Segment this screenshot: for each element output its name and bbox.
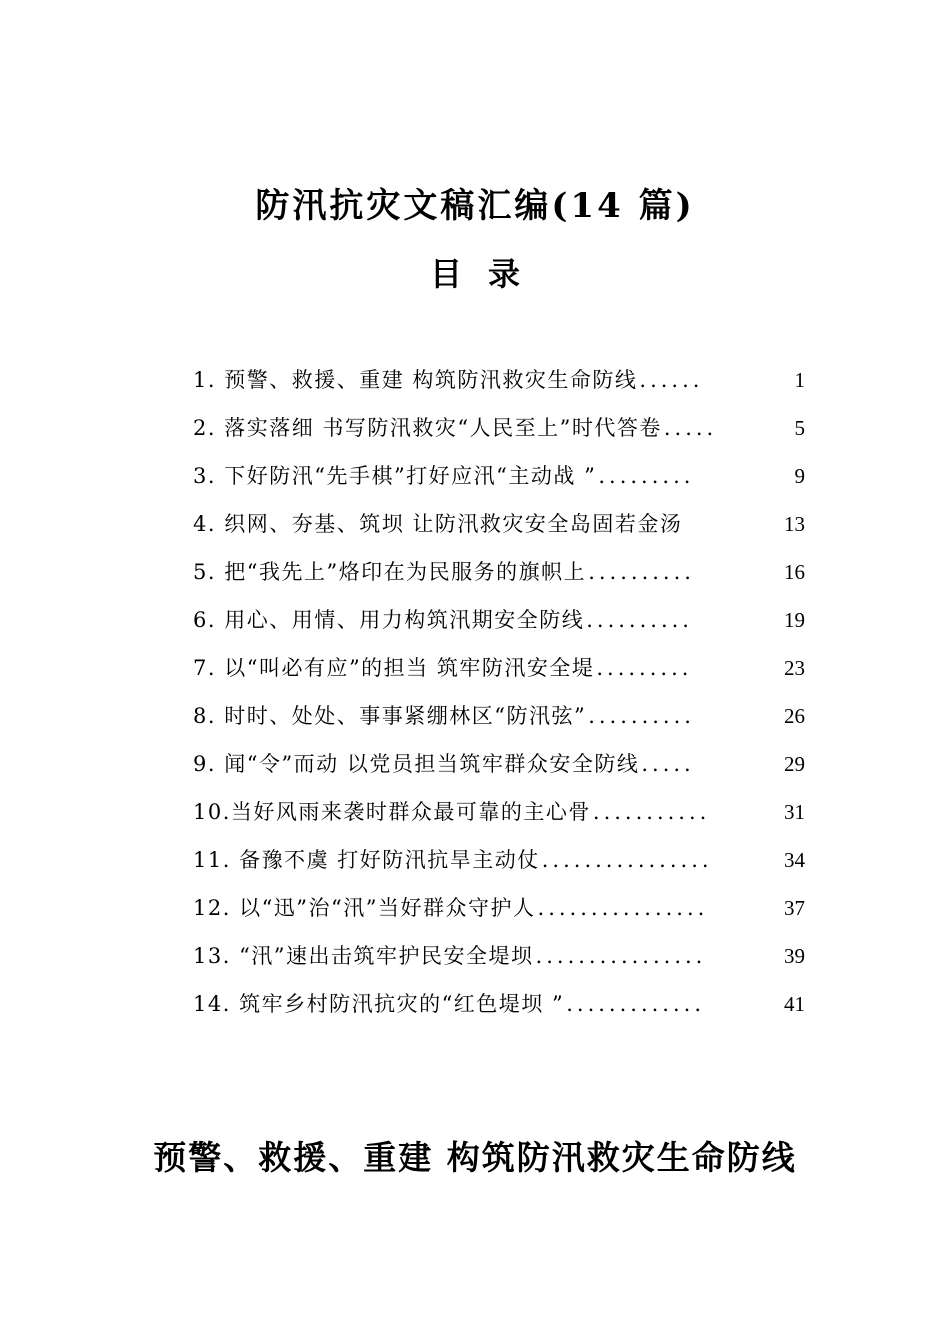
toc-item-page: 23	[784, 656, 805, 680]
toc-item-title: 7. 以“叫必有应”的担当 筑牢防汛安全堤	[193, 656, 595, 680]
toc-heading: 目录	[429, 255, 546, 293]
toc-item-page: 16	[784, 560, 805, 584]
toc-item-title: 11. 备豫不虞 打好防汛抗旱主动仗	[193, 848, 540, 872]
toc-item[interactable]	[193, 452, 805, 500]
toc-item-leader: ................	[541, 848, 713, 872]
toc-item-title: 4. 织网、夯基、筑坝 让防汛救灾安全岛固若金汤	[193, 512, 683, 536]
toc-item[interactable]	[193, 788, 805, 836]
toc-item-title: 9. 闻“令”而动 以党员担当筑牢群众安全防线	[193, 752, 640, 776]
toc-item[interactable]	[193, 644, 805, 692]
toc-item-leader: .........	[596, 656, 693, 680]
toc-item-page: 5	[794, 416, 805, 440]
toc-item-page: 31	[784, 800, 805, 824]
toc-item[interactable]	[193, 692, 805, 740]
toc-item-title: 13. “汛”速出击筑牢护民安全堤坝	[193, 944, 534, 968]
toc-item-leader: ..........	[588, 704, 695, 728]
toc-item-page: 29	[784, 752, 805, 776]
toc-item[interactable]	[193, 884, 805, 932]
toc-item[interactable]	[193, 980, 805, 1028]
toc-item-title: 2. 落实落细 书写防汛救灾“人民至上”时代答卷	[193, 416, 662, 440]
toc-item-page: 41	[784, 992, 805, 1016]
toc-item[interactable]	[193, 740, 805, 788]
toc-item[interactable]	[193, 596, 805, 644]
toc-item-leader: .........	[598, 464, 695, 488]
toc-item-leader: ......	[639, 368, 704, 392]
toc-item-leader: .....	[641, 752, 695, 776]
toc-item-title: 10.当好风雨来袭时群众最可靠的主心骨	[193, 800, 591, 824]
toc-item[interactable]	[193, 404, 805, 452]
toc-item-leader: ..........	[586, 608, 693, 632]
toc-item[interactable]	[193, 548, 805, 596]
toc-item-leader: .....	[663, 416, 718, 440]
toc-item-title: 6. 用心、用情、用力构筑汛期安全防线	[193, 608, 585, 632]
toc-item-title: 1. 预警、救援、重建 构筑防汛救灾生命防线	[193, 368, 638, 392]
toc-item-leader: ..........	[588, 560, 695, 584]
toc-item-leader: .............	[566, 992, 705, 1016]
table-of-contents	[193, 356, 805, 1028]
toc-item-page: 26	[784, 704, 805, 728]
toc-item-leader: ...........	[592, 800, 711, 824]
section-title: 预警、救援、重建 构筑防汛救灾生命防线	[153, 1138, 797, 1177]
toc-item[interactable]	[193, 356, 805, 404]
toc-item-title: 12. 以“迅”治“汛”当好群众守护人	[193, 896, 536, 920]
toc-item-page: 1	[794, 368, 805, 392]
toc-item-page: 39	[784, 944, 805, 968]
toc-item[interactable]	[193, 836, 805, 884]
toc-item-page: 34	[784, 848, 805, 872]
toc-item-page: 19	[784, 608, 805, 632]
toc-item[interactable]	[193, 932, 805, 980]
toc-item[interactable]	[193, 500, 805, 548]
toc-item-title: 5. 把“我先上”烙印在为民服务的旗帜上	[193, 560, 587, 584]
document-title: 防汛抗灾文稿汇编(14 篇)	[255, 186, 695, 226]
toc-item-title: 8. 时时、处处、事事紧绷林区“防汛弦”	[193, 704, 587, 728]
toc-item-page: 37	[784, 896, 805, 920]
toc-item-page: 9	[794, 464, 805, 488]
toc-item-leader: ................	[535, 944, 707, 968]
toc-item-page: 13	[784, 512, 805, 536]
toc-item-title: 3. 下好防汛“先手棋”打好应汛“主动战 ”	[193, 464, 597, 488]
toc-item-title: 14. 筑牢乡村防汛抗灾的“红色堤坝 ”	[193, 992, 565, 1016]
toc-item-leader: ................	[537, 896, 709, 920]
